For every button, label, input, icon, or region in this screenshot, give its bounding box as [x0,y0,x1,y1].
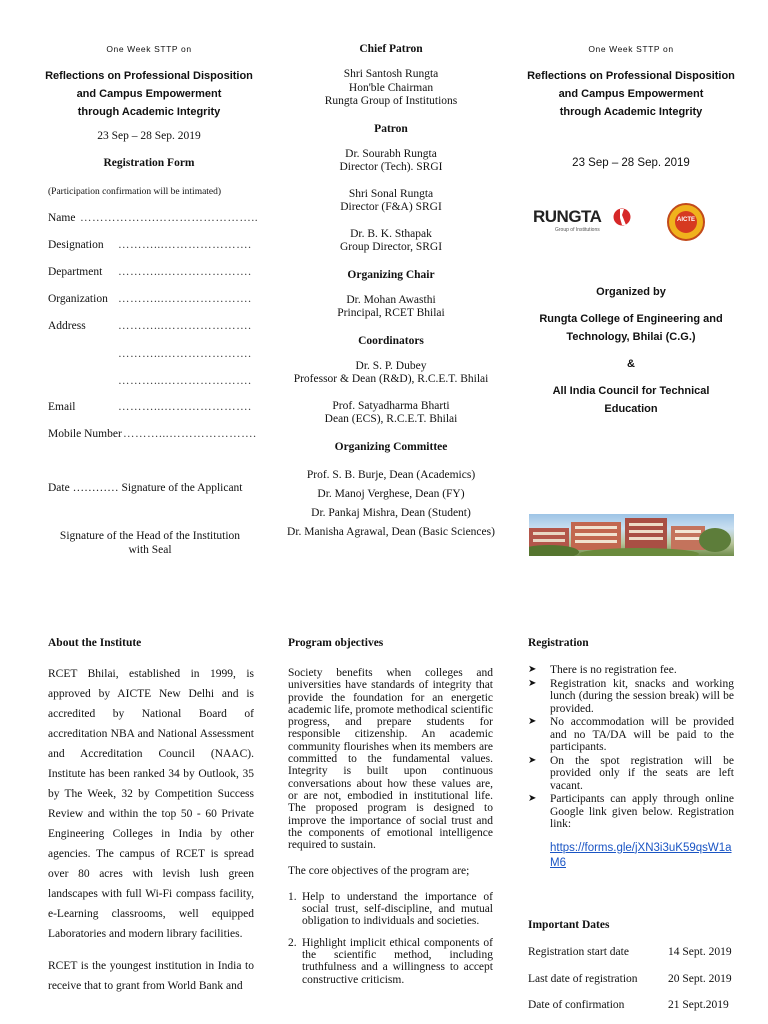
committee-member: Prof. S. B. Burje, Dean (Academics) [306,468,476,481]
field-department[interactable]: Department ………...…………………. [48,266,252,278]
important-dates-heading: Important Dates [528,919,610,931]
field-designation-line[interactable]: ………...…………………. [118,239,252,251]
about-section [48,637,254,996]
panel-cover [522,44,740,169]
event-title: Reflections on Professional Disposition and Campus Empowerment through Academic Integrity [45,70,253,118]
organizing-chair-heading: Organizing Chair [347,268,435,281]
organizer-aicte: All India Council for Technical Education [552,385,710,415]
organizing-chair: Dr. Mohan Awasthi Principal, RCET Bhilai [337,293,445,319]
field-mobile-line[interactable]: ………...…………………. [123,428,257,440]
registration-link[interactable]: https://forms.gle/jXN3i3uK59qsW1aM6 [550,841,732,869]
event-label: One Week STTP on [588,44,674,54]
field-address-line-3[interactable]: ………...…………………. [118,375,252,387]
form-note: (Participation confirmation will be intimated) [48,187,222,197]
registration-list [528,664,734,831]
organized-by-label: Organized by [596,286,666,298]
objectives-intro: The core objectives of the program are; [288,865,470,878]
objectives-section [288,637,493,995]
date-row-last: Last date of registration 20 Sept. 2019 [528,973,732,985]
committee-member: Dr. Pankaj Mishra, Dean (Student) [311,506,471,519]
coordinator-1: Dr. S. P. Dubey Professor & Dean (R&D), R.C.E.T. Bhilai [293,359,489,385]
field-organization[interactable]: Organization ………...…………………. [48,293,252,305]
list-item: ➤ No accommodation will be provided and no TA/DA will be paid to the participants. [528,716,734,753]
arrow-bullet-icon: ➤ [528,754,537,766]
committee-list [260,466,522,542]
chief-patron: Shri Santosh Rungta Hon'ble Chairman Rungta Group of Institutions [324,68,458,107]
arrow-bullet-icon: ➤ [528,716,537,727]
patron-1: Dr. Sourabh Rungta Director (Tech). SRGI [339,147,443,173]
rungta-emblem-icon [613,205,631,229]
panel-committee [280,43,502,542]
aicte-logo: AICTE [667,203,705,241]
list-item: ➤ On the spot registration will be provided only if the seats are left vacant. [528,754,734,792]
date-row-confirmation: Date of confirmation 21 Sept.2019 [528,999,729,1011]
field-mobile[interactable]: Mobile Number ………...…………………. [48,428,257,440]
campus-building-icon [529,514,734,556]
objectives-list [288,891,493,986]
head-signature: Signature of the Head of the Institution with Seal [59,530,241,556]
field-email-line[interactable]: ………...…………………. [118,401,252,413]
committee-heading: Organizing Committee [334,440,448,453]
list-item: ➤ Registration kit, snacks and working lunch (during the session break) will be provided. [528,677,734,715]
ampersand: & [627,358,635,370]
date-row-start: Registration start date 14 Sept. 2019 [528,946,732,958]
arrow-bullet-icon: ➤ [528,793,537,804]
about-paragraph-2: RCET is the youngest institution in India to receive that to grant from World Bank and [48,960,254,992]
field-designation[interactable]: Designation ………...…………………. [48,239,252,251]
event-dates: 23 Sep – 28 Sep. 2019 [97,130,201,142]
field-organization-line[interactable]: ………...…………………. [118,293,252,305]
arrow-bullet-icon: ➤ [528,664,537,675]
list-item: 2. Highlight implicit ethical components of the scientific method, including truthfulness and a willingness to accept constructive criticism. [288,936,493,986]
registration-heading: Registration [528,637,589,649]
list-item: ➤ There is no registration fee. [528,664,677,676]
field-name-line[interactable]: ……………….…………………….. [80,212,259,224]
field-name[interactable]: Name ……………….…………………….. [48,212,259,224]
field-address-line-2[interactable]: ………...…………………. [118,348,252,360]
field-address[interactable]: Address ………...…………………. [48,320,252,332]
coordinator-2: Prof. Satyadharma Bharti Dean (ECS), R.C.E.T. Bhilai [324,399,458,425]
registration-section [528,637,734,871]
list-item: 1. Help to understand the importance of social trust, self-discipline, and mutual obligation to individuals and societies. [288,890,493,928]
field-email[interactable]: Email ………...…………………. [48,401,252,413]
coordinators-heading: Coordinators [358,334,424,347]
campus-photo [529,514,734,556]
patron-heading: Patron [374,122,408,135]
objectives-heading: Program objectives [288,637,384,649]
event-label: One Week STTP on [106,44,192,54]
about-paragraph-1: RCET Bhilai, established in 1999, is approved by AICTE New Delhi and is accredited by National Board of accreditation NBA and National Assessment and Accreditation Council (NAAC). Institute has been ranked 34 by Outlook, 35 by The Week, 32 by Competition Success Review and within the top 50 - 60 Private Engineering Colleges in India by other agencies. The campus of RCET is spread over 80 acres with levish lush green landscapes with full Wi-Fi compass facility, e-Learning classrooms, well equipped Laboratories and modern library facilities. [48,668,254,940]
organizers [522,283,740,418]
field-department-line[interactable]: ………...…………………. [118,266,252,278]
committee-member: Dr. Manisha Agrawal, Dean (Basic Sciences) [287,525,495,538]
panel-registration-form [40,44,258,169]
patron-3: Dr. B. K. Sthapak Group Director, SRGI [339,227,443,253]
objectives-paragraph: Society benefits when colleges and universities have standards of integrity that provide the foundation for an energetic academic life, promote methodical scientific progress, and prepare students for responsible citizenship. An academic community flourishes when its members are committed to the fundamental values. Integrity is built upon continuous conversations about how these values are, or are not, embodied in institutional life. The proposed program is designed to improve the importance of social trust and the components of emotional intelligence required to sustain. [288,667,493,852]
field-address-line-1[interactable]: ………...…………………. [118,320,252,332]
date-signature-line: Date ………… Signature of the Applicant [48,482,243,494]
patron-2: Shri Sonal Rungta Director (F&A) SRGI [340,187,442,213]
organizer-rcet: Rungta College of Engineering and Technology, Bhilai (C.G.) [539,313,723,343]
list-item: ➤ Participants can apply through online Google link given below. Registration link: [528,793,734,830]
form-title: Registration Form [103,157,195,169]
arrow-bullet-icon: ➤ [528,677,537,689]
about-heading: About the Institute [48,637,142,649]
rungta-logo: RUNGTA Group of Institutions [533,205,633,241]
event-dates: 23 Sep – 28 Sep. 2019 [572,157,690,169]
chief-patron-heading: Chief Patron [359,43,423,55]
event-title: Reflections on Professional Disposition and Campus Empowerment through Academic Integrity [527,70,735,118]
committee-member: Dr. Manoj Verghese, Dean (FY) [317,487,465,500]
